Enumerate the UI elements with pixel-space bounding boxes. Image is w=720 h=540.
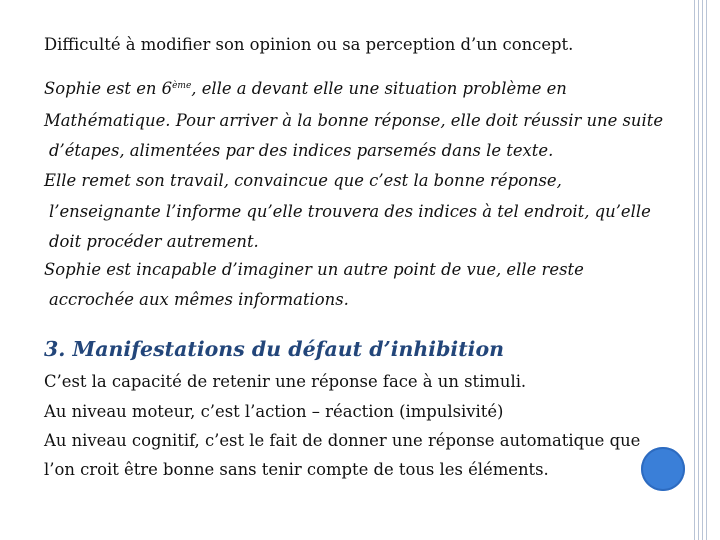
example-line-5: l’enseignante l’informe qu’elle trouvera des indices à tel endroit, qu’elle: [49, 202, 651, 221]
example-line-1: [44, 79, 567, 99]
example-line-8: accrochée aux mêmes informations.: [49, 290, 349, 309]
example-line-6: doit procéder autrement.: [49, 232, 259, 251]
body-line-3: Au niveau cognitif, c’est le fait de donner une réponse automatique que: [44, 431, 641, 450]
example-line-4: Elle remet son travail, convaincue que c’est la bonne réponse,: [44, 171, 562, 190]
example-line-1-text: Sophie est en 6: [44, 79, 173, 98]
example-line-3: d’étapes, alimentées par des indices parsemés dans le texte.: [49, 141, 554, 160]
superscript: ème: [172, 81, 192, 91]
slide-border-line: [706, 0, 707, 540]
slide-border-line: [702, 0, 703, 540]
example-line-2: Mathématique. Pour arriver à la bonne réponse, elle doit réussir une suite: [44, 111, 664, 130]
body-line-2: Au niveau moteur, c’est l’action – réaction (impulsivité): [44, 402, 504, 421]
body-line-4: l’on croit être bonne sans tenir compte de tous les éléments.: [44, 460, 549, 479]
slide-border-line: [698, 0, 699, 540]
section-heading: 3. Manifestations du défaut d’inhibition: [44, 337, 505, 361]
example-line-1-rest: , elle a devant elle une situation problème en: [191, 79, 567, 98]
slide-border-line: [694, 0, 695, 540]
example-line-7: Sophie est incapable d’imaginer un autre point de vue, elle reste: [44, 260, 584, 279]
intro-statement: Difficulté à modifier son opinion ou sa perception d’un concept.: [44, 35, 574, 54]
decorative-circle: [641, 447, 685, 491]
body-line-1: C’est la capacité de retenir une réponse face à un stimuli.: [44, 372, 527, 391]
